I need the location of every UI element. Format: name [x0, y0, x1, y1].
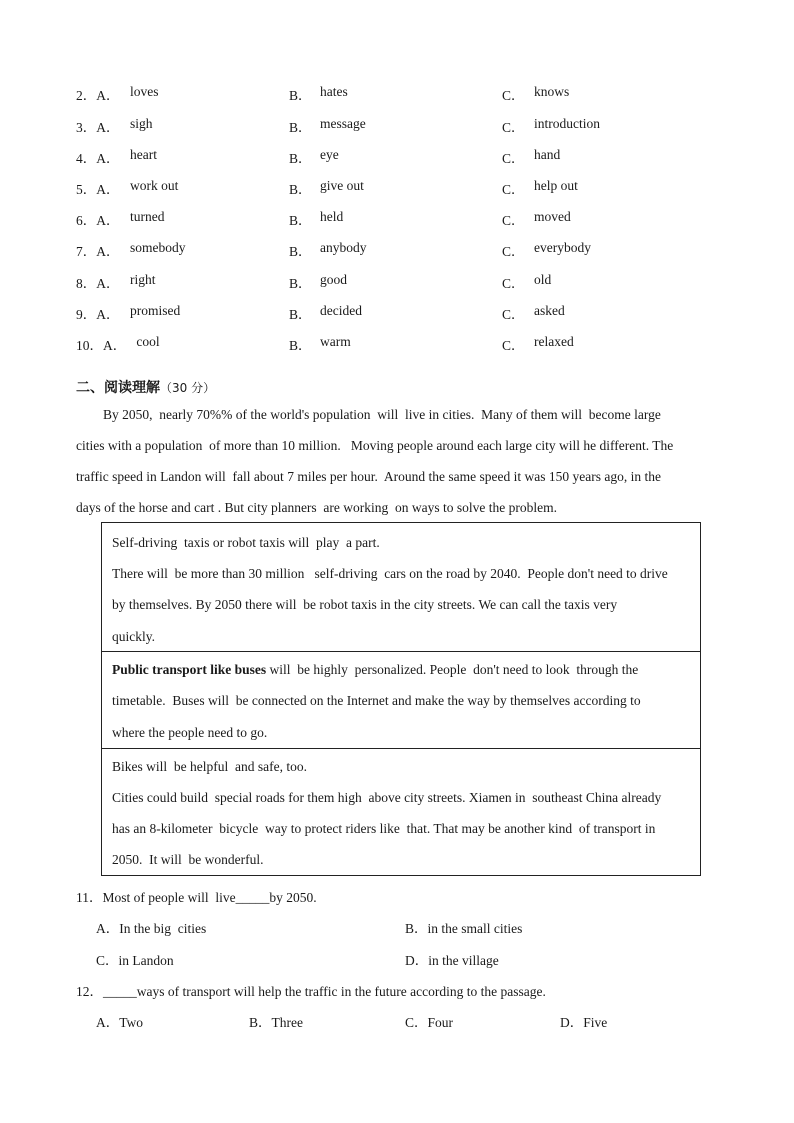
option-b-label: B． [289, 244, 312, 259]
option-a: sigh [130, 116, 153, 131]
box-line: by themselves. By 2050 there will be robot taxis in the city streets. We can call the taxis very [112, 597, 618, 612]
option-a: right [130, 272, 156, 287]
option-b: decided [320, 303, 362, 318]
box-heading-bold: Public transport like buses [112, 662, 267, 677]
box-line: Cities could build special roads for them high above city streets. Xiamen in southeast China already [112, 790, 662, 805]
option-a: promised [130, 303, 181, 318]
option-b-label: B． [289, 213, 312, 228]
option-b-label: B． [289, 88, 312, 103]
question-stem: 12．_____ways of transport will help the traffic in the future according to the passage. [76, 984, 546, 999]
passage-line: cities with a population of more than 10 million. Moving people around each large city will he different. The [76, 438, 674, 453]
option-c: knows [534, 84, 570, 99]
option-a: turned [130, 209, 165, 224]
box-line: quickly. [112, 629, 155, 644]
answer-option-b[interactable]: B．in the small cities [405, 921, 523, 936]
option-c: hand [534, 147, 561, 162]
answer-option-d[interactable]: D．in the village [405, 953, 499, 968]
answer-option-b[interactable]: B．Three [249, 1015, 303, 1030]
option-c-label: C． [502, 338, 525, 353]
box-line: timetable. Buses will be connected on the Internet and make the way by themselves according to [112, 693, 641, 708]
option-b: hates [320, 84, 348, 99]
option-b-label: B． [289, 276, 312, 291]
option-a: heart [130, 147, 157, 162]
option-c-label: C． [502, 276, 525, 291]
option-b: message [320, 116, 366, 131]
option-c: relaxed [534, 334, 574, 349]
option-c: asked [534, 303, 565, 318]
option-c: moved [534, 209, 571, 224]
question-number: 3．A． [76, 120, 120, 135]
section-points: （30 分） [160, 381, 216, 395]
question-number: 9．A． [76, 307, 120, 322]
section-title-text: 二、阅读理解 [76, 380, 160, 396]
option-c-label: C． [502, 120, 525, 135]
question-number: 6．A． [76, 213, 120, 228]
info-box-self-driving [101, 522, 701, 652]
option-a: work out [130, 178, 179, 193]
option-b-label: B． [289, 182, 312, 197]
question-number: 4．A． [76, 151, 120, 166]
option-row-6 [0, 209, 794, 229]
answer-option-d[interactable]: D．Five [560, 1015, 608, 1030]
option-c-label: C． [502, 88, 525, 103]
info-box-public-transport [101, 651, 701, 749]
answer-option-c[interactable]: C．in Landon [96, 953, 174, 968]
section-title [76, 377, 215, 397]
question-number: 2．A． [76, 88, 120, 103]
option-c-label: C． [502, 244, 525, 259]
option-c-label: C． [502, 307, 525, 322]
option-b: eye [320, 147, 339, 162]
option-row-2 [0, 84, 794, 104]
option-b: give out [320, 178, 364, 193]
option-row-3 [0, 116, 794, 136]
option-row-7 [0, 240, 794, 260]
option-a: somebody [130, 240, 186, 255]
option-c-label: C． [502, 182, 525, 197]
option-row-4 [0, 147, 794, 167]
option-row-10 [0, 334, 794, 354]
option-c: old [534, 272, 552, 287]
passage-line: days of the horse and cart . But city planners are working on ways to solve the problem. [76, 500, 558, 515]
box-line: 2050. It will be wonderful. [112, 852, 264, 867]
option-b-label: B． [289, 120, 312, 135]
box-heading: Bikes will be helpful and safe, too. [112, 759, 307, 774]
option-row-8 [0, 272, 794, 292]
option-c: everybody [534, 240, 591, 255]
question-number: 10．A． [76, 338, 127, 353]
box-line: has an 8-kilometer bicycle way to protect riders like that. That may be another kind of transport in [112, 821, 656, 836]
answer-option-c[interactable]: C．Four [405, 1015, 454, 1030]
passage-line: traffic speed in Landon will fall about 7 miles per hour. Around the same speed it was 150 years ago, in the [76, 469, 661, 484]
option-c: help out [534, 178, 578, 193]
info-box-bikes [101, 748, 701, 876]
box-heading [112, 662, 638, 678]
box-line: There will be more than 30 million self-driving cars on the road by 2040. People don't need to drive [112, 566, 668, 581]
option-b: warm [320, 334, 351, 349]
option-b: good [320, 272, 347, 287]
option-b: held [320, 209, 344, 224]
option-row-9 [0, 303, 794, 323]
option-a: loves [130, 84, 159, 99]
option-c-label: C． [502, 213, 525, 228]
option-c: introduction [534, 116, 600, 131]
question-number: 7．A． [76, 244, 120, 259]
box-line: where the people need to go. [112, 725, 268, 740]
option-c-label: C． [502, 151, 525, 166]
passage-line: By 2050, nearly 70%% of the world's population will live in cities. Many of them will become large [103, 407, 661, 422]
answer-option-a[interactable]: A．Two [96, 1015, 144, 1030]
option-b-label: B． [289, 338, 312, 353]
option-a: cool [133, 334, 160, 349]
option-b-label: B． [289, 307, 312, 322]
option-b: anybody [320, 240, 367, 255]
question-stem: 11．Most of people will live_____by 2050. [76, 890, 317, 905]
question-number: 8．A． [76, 276, 120, 291]
box-heading-rest: will be highly personalized. People don't need to look through the [266, 662, 639, 677]
answer-option-a[interactable]: A．In the big cities [96, 921, 207, 936]
option-row-5 [0, 178, 794, 198]
question-number: 5．A． [76, 182, 120, 197]
option-b-label: B． [289, 151, 312, 166]
box-heading: Self-driving taxis or robot taxis will play a part. [112, 535, 380, 550]
